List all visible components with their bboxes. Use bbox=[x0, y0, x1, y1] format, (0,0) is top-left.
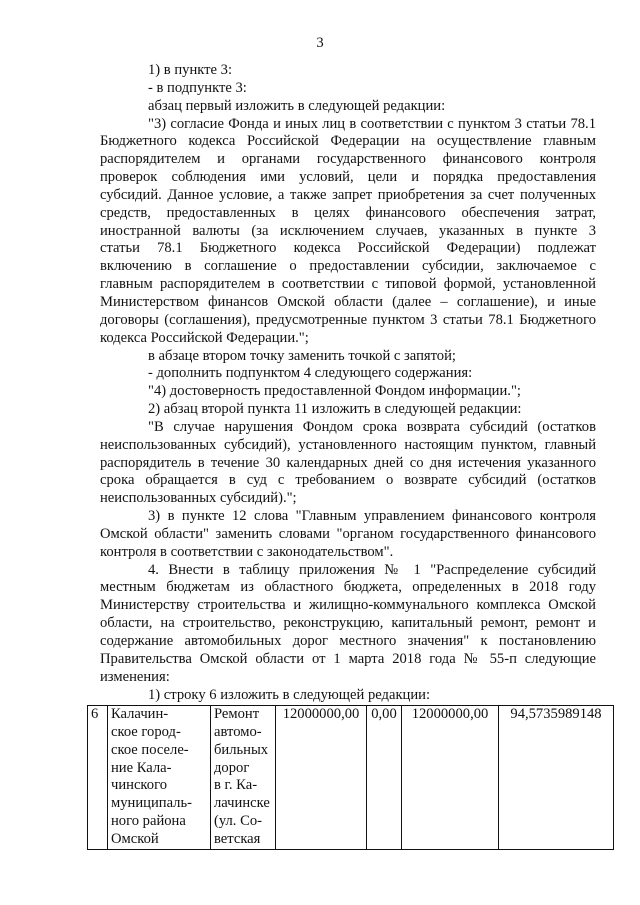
text-line: Министерством финансов Омской области (далее – соглашение), и иные bbox=[100, 293, 596, 310]
text-line: местным бюджетам из областного бюджета, определенных в 2018 году bbox=[100, 579, 596, 596]
text-line: субсидий. Данное условие, а также запрет приобретения за счет полученных bbox=[100, 186, 596, 203]
text-line: "4) достоверность предоставленной Фондом информации."; bbox=[148, 383, 521, 400]
amendment-table bbox=[87, 705, 614, 850]
cell-text-line: (ул. Со- bbox=[214, 813, 262, 830]
text-line: - дополнить подпунктом 4 следующего содержания: bbox=[148, 365, 473, 382]
text-line: 3) в пункте 12 слова "Главным управлением финансового контроля bbox=[148, 508, 596, 525]
cell-text-line: ское поселе- bbox=[111, 741, 189, 758]
page-number: 3 bbox=[316, 35, 324, 51]
cell-text-line: Калачин- bbox=[111, 706, 169, 722]
text-line: Правительства Омской области от 1 марта 2018 года № 55-п следующие bbox=[100, 650, 596, 667]
cell-text-line: муниципаль- bbox=[111, 795, 192, 812]
text-line: контроля в соответствии с законодательством". bbox=[100, 543, 394, 560]
cell-text-line: в г. Ка- bbox=[214, 777, 258, 794]
cell-text-line: ветская bbox=[214, 830, 261, 847]
cell-text-line: лачинске bbox=[214, 795, 270, 812]
text-line: "В случае нарушения Фондом срока возврата субсидий (остатков bbox=[148, 418, 596, 435]
text-line: 1) строку 6 изложить в следующей редакции: bbox=[148, 686, 431, 703]
amount-grand-cell: 12000000,00 bbox=[402, 706, 499, 850]
cell-text-line: чинского bbox=[111, 777, 168, 794]
text-line: изменения: bbox=[100, 668, 170, 685]
recipient-cell bbox=[108, 706, 211, 850]
cell-text-line: автомо- bbox=[214, 723, 262, 740]
text-line: включению в соглашение о предоставлении субсидии, заключаемое с bbox=[100, 258, 596, 275]
cell-text-line: дорог bbox=[214, 759, 250, 776]
text-line: кодекса Российской Федерации."; bbox=[100, 329, 309, 346]
text-line: 2) абзац второй пункта 11 изложить в следующей редакции: bbox=[148, 401, 522, 418]
text-line: договоры (соглашения), предусмотренные пунктом 3 статьи 78.1 Бюджетного bbox=[100, 311, 596, 328]
text-line: средств, предоставленных в целях финансового обеспечения затрат, bbox=[100, 204, 596, 221]
text-line: - в подпункте 3: bbox=[148, 79, 247, 96]
text-line: неиспользованных субсидий), установленного настоящим пунктом, главный bbox=[100, 436, 596, 453]
text-line: распорядитель в течение 30 календарных дней со дня истечения указанного bbox=[100, 454, 596, 471]
cell-text-line: бильных bbox=[214, 741, 269, 758]
document-body bbox=[100, 62, 596, 704]
text-line: абзац первый изложить в следующей редакции: bbox=[148, 97, 446, 114]
text-line: 1) в пункте 3: bbox=[148, 62, 233, 78]
text-line: Омской области" заменить словами "органом государственного финансового bbox=[100, 525, 596, 542]
text-line: главным распорядителем в соответствии с типовой формой, установленной bbox=[100, 276, 596, 293]
text-line: содержание автомобильных дорог местного значения" к постановлению bbox=[100, 633, 596, 649]
text-line: иностранной валюты (за исключением случаев, указанных в пункте 3 bbox=[100, 222, 596, 239]
amount-additional-cell: 0,00 bbox=[367, 706, 402, 850]
cell-text-line: Ремонт bbox=[214, 706, 260, 722]
cell-text-line: Омской bbox=[111, 830, 159, 847]
text-line: Министерству строительства и жилищно-коммунального комплекса Омской bbox=[100, 597, 596, 614]
text-line: проверок соблюдения ими условий, цели и порядка предоставления bbox=[100, 169, 596, 186]
cell-text-line: ного района bbox=[111, 813, 186, 830]
cell-text-line: ское город- bbox=[111, 723, 181, 740]
row-number-cell: 6 bbox=[88, 706, 108, 850]
amount-total-cell: 12000000,00 bbox=[276, 706, 367, 850]
text-line: неиспользованных субсидий)."; bbox=[100, 490, 297, 507]
text-line: "3) согласие Фонда и иных лиц в соответствии с пунктом 3 статьи 78.1 bbox=[148, 115, 596, 132]
text-line: 4. Внести в таблицу приложения № 1 "Распределение субсидий bbox=[148, 561, 596, 578]
table-row bbox=[88, 706, 614, 850]
text-line: области, на строительство, реконструкцию, капитальный ремонт, ремонт и bbox=[100, 615, 596, 632]
work-description-cell bbox=[211, 706, 276, 850]
text-line: в абзаце втором точку заменить точкой с запятой; bbox=[148, 347, 456, 364]
text-line: распорядителем и органами государственного финансового контроля bbox=[100, 151, 596, 168]
cell-text-line: ние Кала- bbox=[111, 759, 172, 776]
share-cell: 94,5735989148 bbox=[499, 706, 614, 850]
text-line: статьи 78.1 Бюджетного кодекса Российской Федерации) подлежат bbox=[100, 240, 596, 257]
text-line: срока обращается в суд с требованием о возврате субсидий (остатков bbox=[100, 472, 596, 489]
text-line: Бюджетного кодекса Российской Федерации на осуществление главным bbox=[100, 133, 596, 150]
